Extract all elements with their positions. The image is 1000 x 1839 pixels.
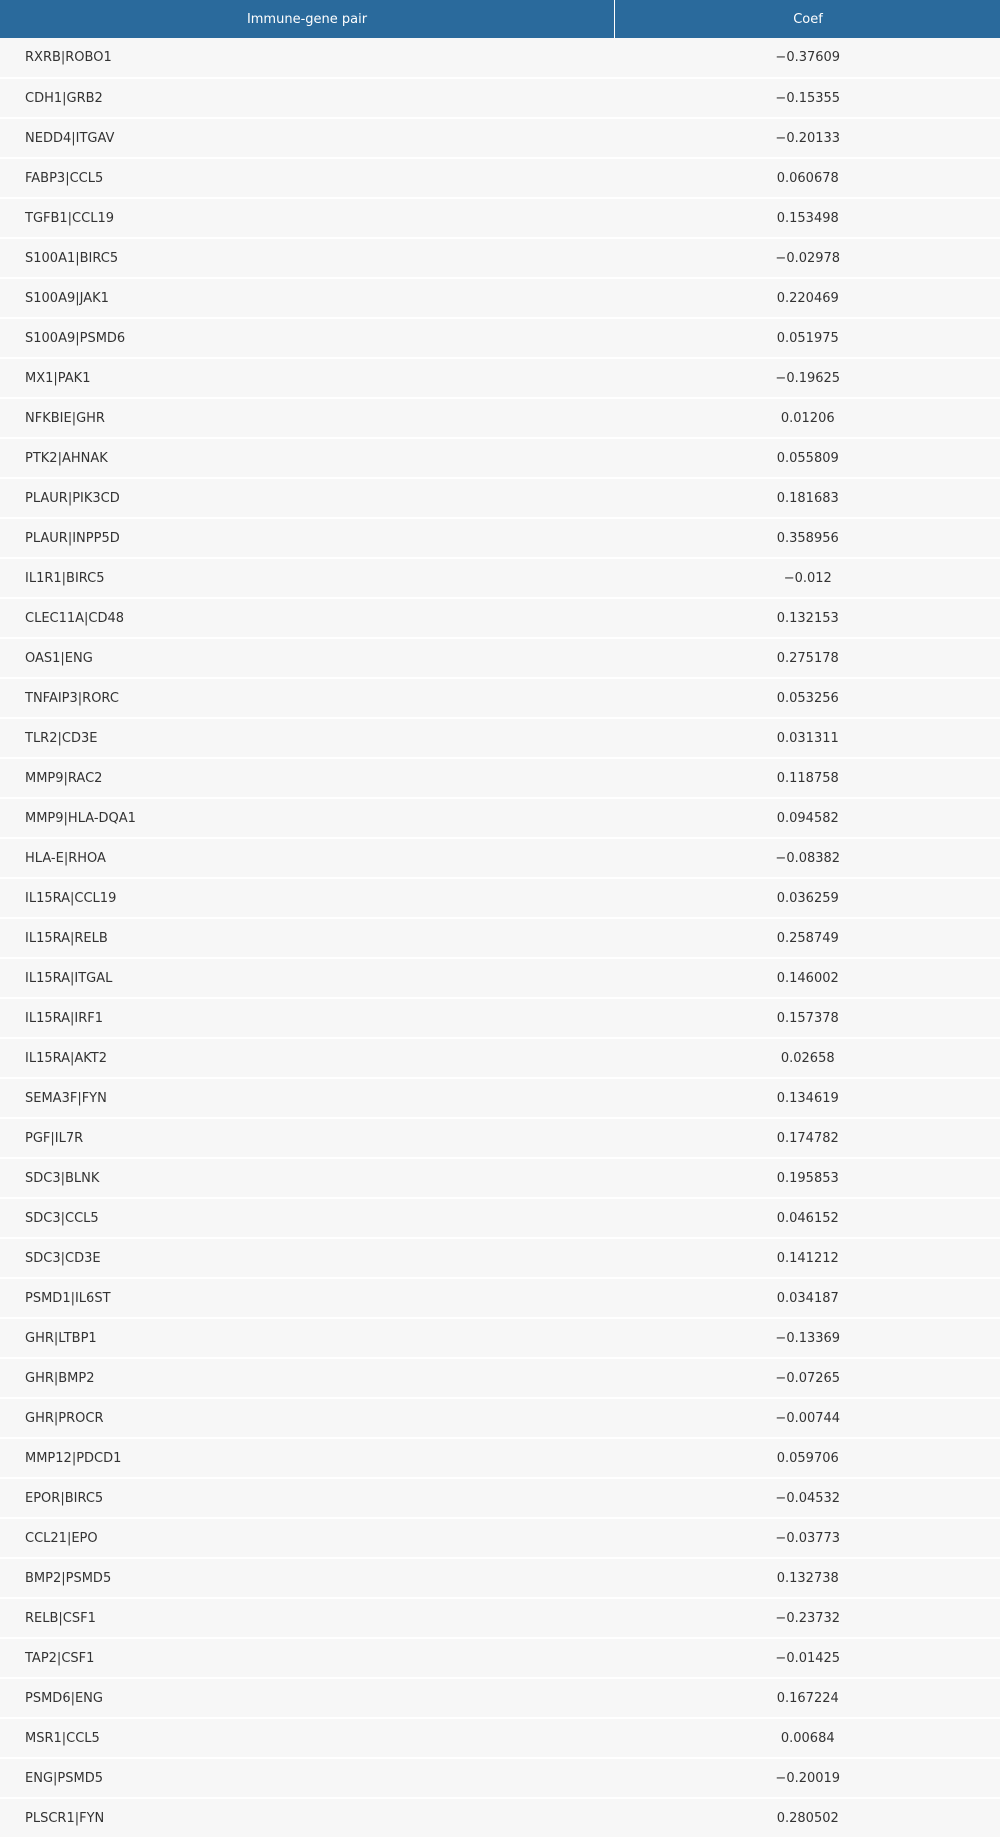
coef-cell: 0.134619 bbox=[615, 1078, 1000, 1118]
table-row bbox=[0, 318, 1000, 358]
immune-gene-pair-cell: ENG|PSMD5 bbox=[0, 1758, 615, 1798]
table-header-row bbox=[0, 0, 1000, 38]
table-row bbox=[0, 1758, 1000, 1798]
table-row bbox=[0, 1438, 1000, 1478]
table-row bbox=[0, 78, 1000, 118]
coef-cell: 0.220469 bbox=[615, 278, 1000, 318]
immune-gene-pair-cell: SDC3|CD3E bbox=[0, 1238, 615, 1278]
table-row bbox=[0, 558, 1000, 598]
immune-gene-pair-cell: TLR2|CD3E bbox=[0, 718, 615, 758]
table-row bbox=[0, 1078, 1000, 1118]
coef-cell: 0.094582 bbox=[615, 798, 1000, 838]
table-row bbox=[0, 1638, 1000, 1678]
immune-gene-pair-cell: MX1|PAK1 bbox=[0, 358, 615, 398]
immune-gene-pair-cell: HLA-E|RHOA bbox=[0, 838, 615, 878]
immune-gene-pair-cell: PSMD6|ENG bbox=[0, 1678, 615, 1718]
immune-gene-pair-cell: SDC3|CCL5 bbox=[0, 1198, 615, 1238]
coef-cell: 0.195853 bbox=[615, 1158, 1000, 1198]
coef-cell: 0.053256 bbox=[615, 678, 1000, 718]
table-row bbox=[0, 638, 1000, 678]
immune-gene-pair-cell: NEDD4|ITGAV bbox=[0, 118, 615, 158]
coef-cell: 0.059706 bbox=[615, 1438, 1000, 1478]
column-header-coef: Coef bbox=[615, 0, 1000, 38]
immune-gene-pair-cell: IL15RA|AKT2 bbox=[0, 1038, 615, 1078]
column-header-immune-gene-pair: Immune-gene pair bbox=[0, 0, 615, 38]
coef-cell: 0.046152 bbox=[615, 1198, 1000, 1238]
coef-cell: −0.37609 bbox=[615, 38, 1000, 78]
table-row bbox=[0, 38, 1000, 78]
coef-cell: −0.00744 bbox=[615, 1398, 1000, 1438]
immune-gene-pair-cell: PLSCR1|FYN bbox=[0, 1798, 615, 1838]
coef-cell: 0.153498 bbox=[615, 198, 1000, 238]
immune-gene-pair-cell: S100A9|PSMD6 bbox=[0, 318, 615, 358]
coef-cell: 0.141212 bbox=[615, 1238, 1000, 1278]
coef-cell: 0.031311 bbox=[615, 718, 1000, 758]
immune-gene-pair-cell: RELB|CSF1 bbox=[0, 1598, 615, 1638]
coef-cell: −0.20019 bbox=[615, 1758, 1000, 1798]
table-row bbox=[0, 1518, 1000, 1558]
immune-gene-pair-cell: IL15RA|IRF1 bbox=[0, 998, 615, 1038]
table-row bbox=[0, 838, 1000, 878]
immune-gene-pair-cell: CCL21|EPO bbox=[0, 1518, 615, 1558]
coef-cell: −0.04532 bbox=[615, 1478, 1000, 1518]
coef-cell: −0.15355 bbox=[615, 78, 1000, 118]
table-row bbox=[0, 1678, 1000, 1718]
immune-gene-pair-cell: GHR|LTBP1 bbox=[0, 1318, 615, 1358]
coef-cell: 0.02658 bbox=[615, 1038, 1000, 1078]
table-row bbox=[0, 718, 1000, 758]
coef-cell: 0.157378 bbox=[615, 998, 1000, 1038]
table-body bbox=[0, 38, 1000, 1838]
immune-gene-pair-cell: IL15RA|RELB bbox=[0, 918, 615, 958]
immune-gene-pair-cell: GHR|PROCR bbox=[0, 1398, 615, 1438]
table-row bbox=[0, 278, 1000, 318]
table-row bbox=[0, 1318, 1000, 1358]
table-row bbox=[0, 1198, 1000, 1238]
coef-cell: 0.167224 bbox=[615, 1678, 1000, 1718]
immune-gene-pair-cell: SDC3|BLNK bbox=[0, 1158, 615, 1198]
immune-gene-pair-cell: PLAUR|INPP5D bbox=[0, 518, 615, 558]
table-row bbox=[0, 438, 1000, 478]
coef-cell: 0.174782 bbox=[615, 1118, 1000, 1158]
table-row bbox=[0, 1718, 1000, 1758]
table-row bbox=[0, 398, 1000, 438]
coef-cell: 0.055809 bbox=[615, 438, 1000, 478]
table-row bbox=[0, 1558, 1000, 1598]
table-row bbox=[0, 1358, 1000, 1398]
table-row bbox=[0, 1398, 1000, 1438]
immune-gene-pair-cell: S100A1|BIRC5 bbox=[0, 238, 615, 278]
immune-gene-pair-cell: CLEC11A|CD48 bbox=[0, 598, 615, 638]
table-row bbox=[0, 478, 1000, 518]
table-row bbox=[0, 518, 1000, 558]
immune-gene-pair-cell: CDH1|GRB2 bbox=[0, 78, 615, 118]
immune-gene-pair-cell: PTK2|AHNAK bbox=[0, 438, 615, 478]
coef-cell: −0.02978 bbox=[615, 238, 1000, 278]
immune-gene-pair-cell: IL15RA|ITGAL bbox=[0, 958, 615, 998]
coef-cell: 0.034187 bbox=[615, 1278, 1000, 1318]
immune-gene-pair-cell: MMP12|PDCD1 bbox=[0, 1438, 615, 1478]
coef-cell: 0.060678 bbox=[615, 158, 1000, 198]
immune-gene-pair-cell: SEMA3F|FYN bbox=[0, 1078, 615, 1118]
immune-gene-pair-cell: RXRB|ROBO1 bbox=[0, 38, 615, 78]
coef-cell: 0.01206 bbox=[615, 398, 1000, 438]
coef-cell: −0.23732 bbox=[615, 1598, 1000, 1638]
immune-gene-pair-cell: TAP2|CSF1 bbox=[0, 1638, 615, 1678]
table-row bbox=[0, 1798, 1000, 1838]
table-row bbox=[0, 358, 1000, 398]
table-row bbox=[0, 1118, 1000, 1158]
coef-cell: 0.275178 bbox=[615, 638, 1000, 678]
immune-gene-pair-cell: PSMD1|IL6ST bbox=[0, 1278, 615, 1318]
table-row bbox=[0, 878, 1000, 918]
coef-cell: 0.132738 bbox=[615, 1558, 1000, 1598]
immune-gene-pair-cell: FABP3|CCL5 bbox=[0, 158, 615, 198]
table-row bbox=[0, 198, 1000, 238]
coef-cell: −0.08382 bbox=[615, 838, 1000, 878]
immune-gene-pair-cell: MSR1|CCL5 bbox=[0, 1718, 615, 1758]
coef-cell: −0.07265 bbox=[615, 1358, 1000, 1398]
coef-cell: 0.146002 bbox=[615, 958, 1000, 998]
table-row bbox=[0, 1238, 1000, 1278]
table-row bbox=[0, 238, 1000, 278]
table-row bbox=[0, 678, 1000, 718]
coef-cell: 0.358956 bbox=[615, 518, 1000, 558]
coef-cell: −0.012 bbox=[615, 558, 1000, 598]
immune-gene-pair-cell: S100A9|JAK1 bbox=[0, 278, 615, 318]
table-row bbox=[0, 1038, 1000, 1078]
table-row bbox=[0, 1158, 1000, 1198]
coef-cell: −0.20133 bbox=[615, 118, 1000, 158]
table-row bbox=[0, 998, 1000, 1038]
table-row bbox=[0, 918, 1000, 958]
immune-gene-pair-cell: NFKBIE|GHR bbox=[0, 398, 615, 438]
table-row bbox=[0, 118, 1000, 158]
immune-gene-pair-cell: TGFB1|CCL19 bbox=[0, 198, 615, 238]
table-row bbox=[0, 1598, 1000, 1638]
coef-cell: 0.051975 bbox=[615, 318, 1000, 358]
immune-gene-pair-cell: MMP9|HLA-DQA1 bbox=[0, 798, 615, 838]
immune-gene-pair-cell: PGF|IL7R bbox=[0, 1118, 615, 1158]
coef-cell: 0.036259 bbox=[615, 878, 1000, 918]
immune-gene-pair-cell: MMP9|RAC2 bbox=[0, 758, 615, 798]
immune-gene-pair-cell: EPOR|BIRC5 bbox=[0, 1478, 615, 1518]
table-row bbox=[0, 1478, 1000, 1518]
immune-gene-pair-cell: BMP2|PSMD5 bbox=[0, 1558, 615, 1598]
table-row bbox=[0, 158, 1000, 198]
coef-cell: 0.181683 bbox=[615, 478, 1000, 518]
immune-gene-pair-cell: TNFAIP3|RORC bbox=[0, 678, 615, 718]
coef-cell: −0.13369 bbox=[615, 1318, 1000, 1358]
coef-cell: −0.03773 bbox=[615, 1518, 1000, 1558]
immune-gene-pair-cell: GHR|BMP2 bbox=[0, 1358, 615, 1398]
immune-gene-pair-cell: PLAUR|PIK3CD bbox=[0, 478, 615, 518]
coef-cell: −0.19625 bbox=[615, 358, 1000, 398]
immune-gene-pair-cell: OAS1|ENG bbox=[0, 638, 615, 678]
coef-cell: 0.280502 bbox=[615, 1798, 1000, 1838]
immune-gene-pair-cell: IL15RA|CCL19 bbox=[0, 878, 615, 918]
table-row bbox=[0, 758, 1000, 798]
immune-gene-pair-cell: IL1R1|BIRC5 bbox=[0, 558, 615, 598]
table-row bbox=[0, 958, 1000, 998]
table-row bbox=[0, 598, 1000, 638]
coef-cell: 0.00684 bbox=[615, 1718, 1000, 1758]
coef-cell: 0.132153 bbox=[615, 598, 1000, 638]
table-row bbox=[0, 798, 1000, 838]
coef-cell: −0.01425 bbox=[615, 1638, 1000, 1678]
table-row bbox=[0, 1278, 1000, 1318]
coef-cell: 0.118758 bbox=[615, 758, 1000, 798]
coef-cell: 0.258749 bbox=[615, 918, 1000, 958]
